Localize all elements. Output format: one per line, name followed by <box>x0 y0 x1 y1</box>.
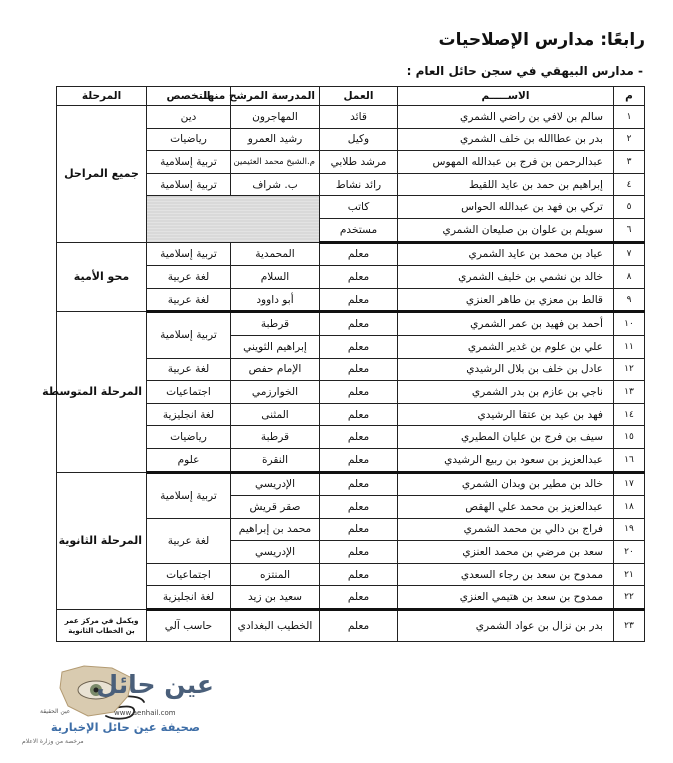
row-num: ٣ <box>614 151 645 174</box>
row-name: خالد بن نشمي بن خليف الشمري <box>398 266 614 289</box>
row-job: معلم <box>320 288 398 312</box>
row-job: رائد نشاط <box>320 173 398 196</box>
row-name: ممدوح بن سعد بن هتيمي العنزي <box>398 586 614 610</box>
row-job: معلم <box>320 266 398 289</box>
row-school: سعيد بن زيد <box>231 586 320 610</box>
row-school: المحمدية <box>231 242 320 266</box>
row-name: سويلم بن علوان بن صليعان الشمري <box>398 218 614 242</box>
row-job: معلم <box>320 563 398 586</box>
row-num: ٢٠ <box>614 541 645 564</box>
row-spec: اجتماعيات <box>147 381 231 404</box>
row-name: فراج بن دالي بن محمد الشمري <box>398 518 614 541</box>
row-spec: لغة انجليزية <box>147 586 231 610</box>
row-num: ٩ <box>614 288 645 312</box>
row-name: عادل بن خلف بن بلال الرشيدي <box>398 358 614 381</box>
row-num: ١٧ <box>614 472 645 496</box>
row-school: إبراهيم الثويني <box>231 335 320 358</box>
row-job: معلم <box>320 312 398 336</box>
row-name: فهد بن عيد بن عتقا الرشيدي <box>398 403 614 426</box>
row-name: سعد بن مرضي بن محمد العنزي <box>398 541 614 564</box>
row-name: خالد بن مطير بن وبدان الشمري <box>398 472 614 496</box>
row-num: ١ <box>614 106 645 129</box>
shaded-cell <box>147 196 320 242</box>
page-subtitle: - مدارس البيهقي في سجن حائل العام : <box>406 64 643 78</box>
row-name: بدر بن نزال بن عواد الشمري <box>398 610 614 642</box>
row-num: ٨ <box>614 266 645 289</box>
stage-all: جميع المراحل <box>57 106 147 243</box>
row-num: ١٦ <box>614 448 645 472</box>
row-spec: حاسب آلي <box>147 610 231 642</box>
row-spec: لغة انجليزية <box>147 403 231 426</box>
row-num: ٤ <box>614 173 645 196</box>
col-stage-header: المرحلة <box>57 87 147 106</box>
row-spec: لغة عربية <box>147 518 231 563</box>
col-num-header: م <box>614 87 645 106</box>
col-job-header: العمل <box>320 87 398 106</box>
row-school: محمد بن إبراهيم <box>231 518 320 541</box>
row-school: الإمام حفص <box>231 358 320 381</box>
row-spec: رياضيات <box>147 128 231 151</box>
row-school: المهاجرون <box>231 106 320 129</box>
row-name: عبدالعزيز بن محمد علي الهقص <box>398 496 614 519</box>
row-job: معلم <box>320 610 398 642</box>
row-school: النقرة <box>231 448 320 472</box>
table-row <box>57 242 645 266</box>
row-job: معلم <box>320 426 398 449</box>
stage-intermediate: المرحلة المتوسطة <box>57 312 147 472</box>
page-title: رابعًا: مدارس الإصلاحيات <box>438 30 645 50</box>
row-job: معلم <box>320 518 398 541</box>
row-spec: دين <box>147 106 231 129</box>
row-school: صقر قريش <box>231 496 320 519</box>
row-spec: تربية إسلامية <box>147 242 231 266</box>
col-name-header: الاســـــم <box>398 87 614 106</box>
table-header-row <box>57 87 645 106</box>
row-num: ١٩ <box>614 518 645 541</box>
row-name: تركي بن فهد بن عبدالله الحواس <box>398 196 614 219</box>
row-job: معلم <box>320 242 398 266</box>
row-name: ممدوح بن سعد بن رجاء السعدي <box>398 563 614 586</box>
row-spec: تربية إسلامية <box>147 173 231 196</box>
col-school-header: المدرسة المرشح منها <box>231 87 320 106</box>
schools-table <box>42 86 645 642</box>
row-spec: تربية إسلامية <box>147 472 231 518</box>
row-job: مرشد طلابي <box>320 151 398 174</box>
row-num: ١٨ <box>614 496 645 519</box>
logo-paper-name: صحيفة عين حائل الإخبارية <box>50 720 200 734</box>
row-school: الإدريسي <box>231 541 320 564</box>
row-job: معلم <box>320 448 398 472</box>
row-name: بدر بن عطاالله بن خلف الشمري <box>398 128 614 151</box>
row-name: عياد بن محمد بن عايد الشمري <box>398 242 614 266</box>
row-num: ١١ <box>614 335 645 358</box>
row-spec: اجتماعيات <box>147 563 231 586</box>
table-row <box>57 106 645 129</box>
row-school: ب. شراف <box>231 173 320 196</box>
row-school: السلام <box>231 266 320 289</box>
row-job: معلم <box>320 586 398 610</box>
stage-note: ويكمل في مركز عمر بن الخطاب الثانوية <box>57 610 147 642</box>
row-job: معلم <box>320 541 398 564</box>
row-school: الإدريسي <box>231 472 320 496</box>
col-spec-header: التخصص <box>147 87 231 106</box>
row-school: م.الشيخ محمد العثيمين <box>231 151 320 174</box>
row-num: ٥ <box>614 196 645 219</box>
row-name: إبراهيم بن حمد بن عايد اللقيط <box>398 173 614 196</box>
row-job: معلم <box>320 403 398 426</box>
row-job: معلم <box>320 335 398 358</box>
row-job: معلم <box>320 381 398 404</box>
row-job: وكيل <box>320 128 398 151</box>
row-name: ناجي بن عازم بن بدر الشمري <box>398 381 614 404</box>
row-job: معلم <box>320 472 398 496</box>
row-school: المثنى <box>231 403 320 426</box>
logo-url: www.aenhail.com <box>114 709 176 717</box>
row-num: ٧ <box>614 242 645 266</box>
row-name: عبدالرحمن بن فرج بن عبدالله المهوس <box>398 151 614 174</box>
row-num: ١٥ <box>614 426 645 449</box>
newspaper-logo <box>4 662 214 757</box>
table-row <box>57 312 645 336</box>
row-job: قائد <box>320 106 398 129</box>
row-num: ٢٣ <box>614 610 645 642</box>
row-num: ١٤ <box>614 403 645 426</box>
row-spec: لغة عربية <box>147 288 231 312</box>
row-job: مستخدم <box>320 218 398 242</box>
row-num: ١٢ <box>614 358 645 381</box>
stage-literacy: محو الأمية <box>57 242 147 312</box>
row-num: ٢٢ <box>614 586 645 610</box>
row-spec: لغة عربية <box>147 266 231 289</box>
row-name: سيف بن فرج بن عليان المطيري <box>398 426 614 449</box>
row-name: علي بن علوم بن غدير الشمري <box>398 335 614 358</box>
row-school: أبو داوود <box>231 288 320 312</box>
logo-tagline: عين الحقيقة <box>40 708 71 715</box>
stage-secondary: المرحلة الثانوية <box>57 472 147 610</box>
row-school: المنتزه <box>231 563 320 586</box>
row-job: كاتب <box>320 196 398 219</box>
row-num: ٦ <box>614 218 645 242</box>
row-spec: لغة عربية <box>147 358 231 381</box>
row-num: ١٠ <box>614 312 645 336</box>
row-school: الخطيب البغدادي <box>231 610 320 642</box>
logo-motto: مرخصة من وزارة الاعلام <box>22 738 84 745</box>
row-spec: تربية إسلامية <box>147 151 231 174</box>
row-school: قرطبة <box>231 312 320 336</box>
row-num: ٢١ <box>614 563 645 586</box>
row-job: معلم <box>320 496 398 519</box>
row-spec: رياضيات <box>147 426 231 449</box>
logo-name: عين حائل <box>96 670 214 699</box>
row-school: الخوارزمي <box>231 381 320 404</box>
row-spec: تربية إسلامية <box>147 312 231 358</box>
row-spec: علوم <box>147 448 231 472</box>
table-row <box>57 472 645 496</box>
row-num: ٢ <box>614 128 645 151</box>
row-name: عبدالعزيز بن سعود بن ربيع الرشيدي <box>398 448 614 472</box>
row-name: قالط بن معزي بن طاهر العنزي <box>398 288 614 312</box>
table-row <box>57 610 645 642</box>
row-name: سالم بن لافي بن راضي الشمري <box>398 106 614 129</box>
row-school: قرطبة <box>231 426 320 449</box>
row-name: أحمد بن فهيد بن عمر الشمري <box>398 312 614 336</box>
row-school: رشيد العمرو <box>231 128 320 151</box>
row-num: ١٣ <box>614 381 645 404</box>
row-job: معلم <box>320 358 398 381</box>
